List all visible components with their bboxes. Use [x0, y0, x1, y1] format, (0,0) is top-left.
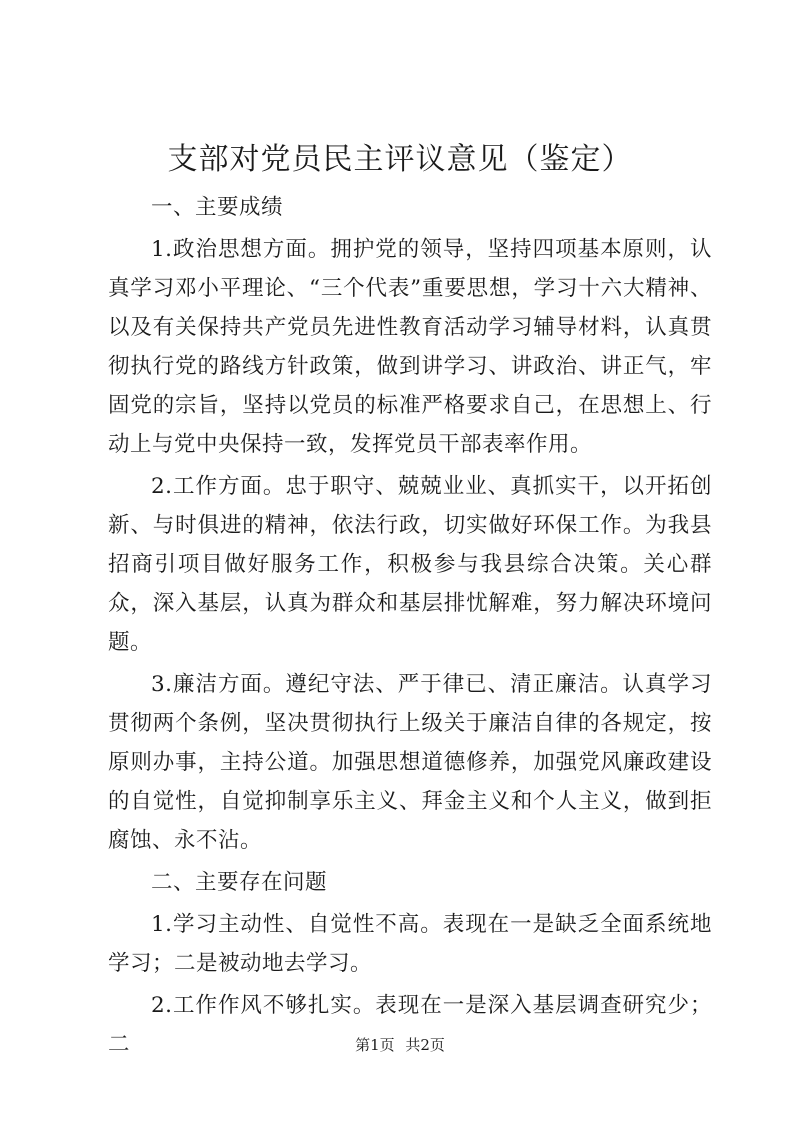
- paragraph-integrity: 3.廉洁方面。遵纪守法、严于律已、清正廉洁。认真学习贯彻两个条例，坚决贯彻执行上级关于廉洁自律的各规定，按原则办事，主持公道。加强思想道德修养，加强党风廉政建设的自觉性，自觉抑制享乐主义、拜金主义和个人主义，做到拒腐蚀、永不沾。: [108, 672, 712, 853]
- paragraph-study-problem: 1.学习主动性、自觉性不高。表现在一是缺乏全面系统地学习；二是被动地去学习。: [108, 912, 712, 976]
- paragraph-work: 2.工作方面。忠于职守、兢兢业业、真抓实干，以开拓创新、与时俱进的精神，依法行政，切实做好环保工作。为我县招商引项目做好服务工作，积极参与我县综合决策。关心群众，深入基层，认真为群众和基层排忧解难，努力解决环境问题。: [108, 474, 712, 655]
- section-heading-problems: 二、主要存在问题: [151, 870, 328, 895]
- page-total: 共2页: [405, 1036, 445, 1054]
- section-heading-achievements: 一、主要成绩: [151, 195, 284, 220]
- document-title: 支部对党员民主评议意见（鉴定）: [167, 142, 633, 177]
- page-footer: [0, 1035, 800, 1055]
- page-number: 第1页: [355, 1036, 395, 1054]
- document-body: [108, 188, 712, 1067]
- paragraph-work-style-problem: 2.工作作风不够扎实。表现在一是深入基层调查研究少；二: [108, 993, 712, 1057]
- paragraph-political-thought: 1.政治思想方面。拥护党的领导，坚持四项基本原则，认真学习邓小平理论、“三个代表”重要思想，学习十六大精神、以及有关保持共产党员先进性教育活动学习辅导材料，认真贯彻执行党的路线方针政策，做到讲学习、讲政治、讲正气，牢固党的宗旨，坚持以党员的标准严格要求自己，在思想上、行动上与党中央保持一致，发挥党员干部表率作用。: [108, 237, 712, 457]
